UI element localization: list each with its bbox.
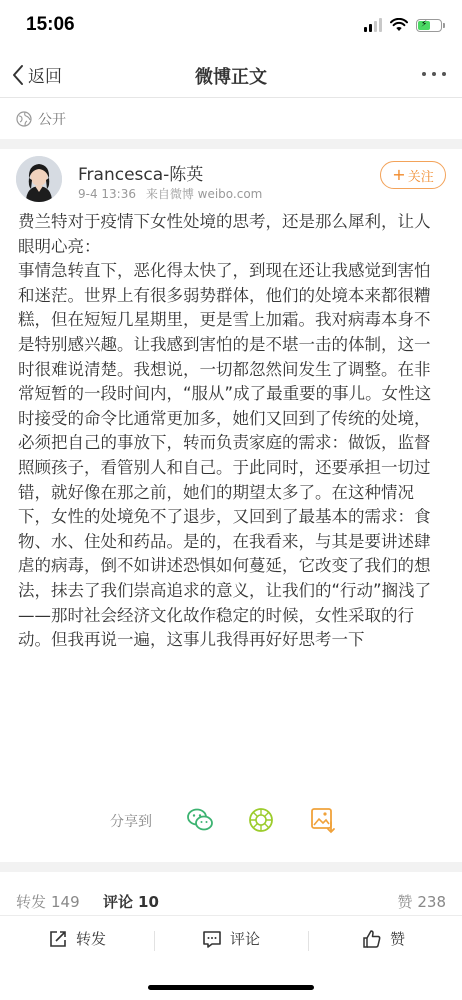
nav-bar <box>0 52 462 98</box>
post-body: 费兰特对于疫情下女性处境的思考，还是那么犀利，让人眼明心亮： 事情急转直下，恶化得太快了，到现在还让我感觉到害怕和迷茫。世界上有很多弱势群体，他们的处境本来都很糟糕，但在短短几星期里，更是雪上加霜。我对病毒本身不是特别感兴趣。让我感到害怕的是不堪一击的体制，这一时很难说清楚。我想说，一切都忽然间发生了调整。在非常短暂的一段时间内，“服从”成了最重要的事儿。女性这时接受的命令比通常更加多，她们又回到了传统的处境，必须把自己的事放下，转而负责家庭的需求：做饭，监督照顾孩子，看管别人和自己。于此同时，还要承担一切过错，就好像在那之前，她们的期望太多了。在这种情况下，女性的处境免不了退步，又回到了最基本的需求：食物、水、住处和药品。是的，在我看来，与其是要讲述肆虐的病毒，倒不如讲述恐惧如何蔓延，它改变了我们的想法，抹去了我们崇高追求的意义，让我们的“行动”搁浅了——那时社会经济文化故作稳定的时候，女性采取的行动。但我再说一遍，这事儿我得再好好思考一下 <box>18 212 432 650</box>
repost-count: 149 <box>51 893 80 911</box>
tab-repost[interactable] <box>16 891 80 912</box>
section-divider <box>0 862 462 872</box>
author-header <box>0 149 462 209</box>
more-dot-icon <box>432 72 436 76</box>
share-label: 分享到 <box>110 814 152 830</box>
tab-comment[interactable] <box>103 891 159 912</box>
repost-label: 转发 <box>16 893 47 911</box>
post-source: 来自微博 weibo.com <box>145 187 263 201</box>
follow-label: 关注 <box>407 169 434 185</box>
action-bar <box>0 915 462 965</box>
status-time: 15:06 <box>26 14 75 35</box>
battery-icon: ⚡ <box>416 19 442 32</box>
plus-icon: + <box>392 165 406 184</box>
author-name[interactable]: Francesca-陈英 <box>78 165 204 185</box>
repost-button[interactable] <box>48 928 106 949</box>
more-dot-icon <box>422 72 426 76</box>
visibility-row <box>0 99 462 139</box>
repost-action-label: 转发 <box>76 930 107 948</box>
status-icons <box>364 18 442 32</box>
follow-button[interactable] <box>380 161 446 189</box>
comment-button[interactable] <box>202 928 260 949</box>
repost-icon <box>48 929 68 949</box>
moments-icon[interactable] <box>247 806 275 834</box>
post-meta <box>78 185 262 202</box>
divider <box>308 931 309 951</box>
comment-label: 评论 <box>103 893 134 911</box>
avatar[interactable] <box>16 156 62 202</box>
save-image-icon[interactable] <box>309 806 337 834</box>
page-title: 微博正文 <box>195 67 267 88</box>
wifi-icon <box>390 18 408 32</box>
like-action-label: 赞 <box>390 930 406 948</box>
home-indicator <box>148 985 314 990</box>
like-count: 238 <box>417 893 446 911</box>
tab-like[interactable] <box>397 891 446 912</box>
visibility-label: 公开 <box>38 112 66 128</box>
like-label: 赞 <box>397 893 413 911</box>
globe-icon <box>16 111 32 127</box>
comment-count: 10 <box>138 893 159 911</box>
wechat-icon[interactable] <box>186 806 214 834</box>
comment-action-label: 评论 <box>230 930 261 948</box>
back-label: 返回 <box>28 67 62 87</box>
divider <box>154 931 155 951</box>
status-bar <box>0 0 462 52</box>
section-divider <box>0 139 462 149</box>
like-button[interactable] <box>362 928 405 949</box>
signal-icon <box>364 18 382 32</box>
thumbs-up-icon <box>362 929 382 949</box>
more-dot-icon <box>442 72 446 76</box>
avatar-image <box>16 156 62 202</box>
share-row <box>0 800 462 840</box>
more-options-button[interactable] <box>422 72 446 76</box>
post-time: 9-4 13:36 <box>78 187 136 201</box>
comment-icon <box>202 929 222 949</box>
